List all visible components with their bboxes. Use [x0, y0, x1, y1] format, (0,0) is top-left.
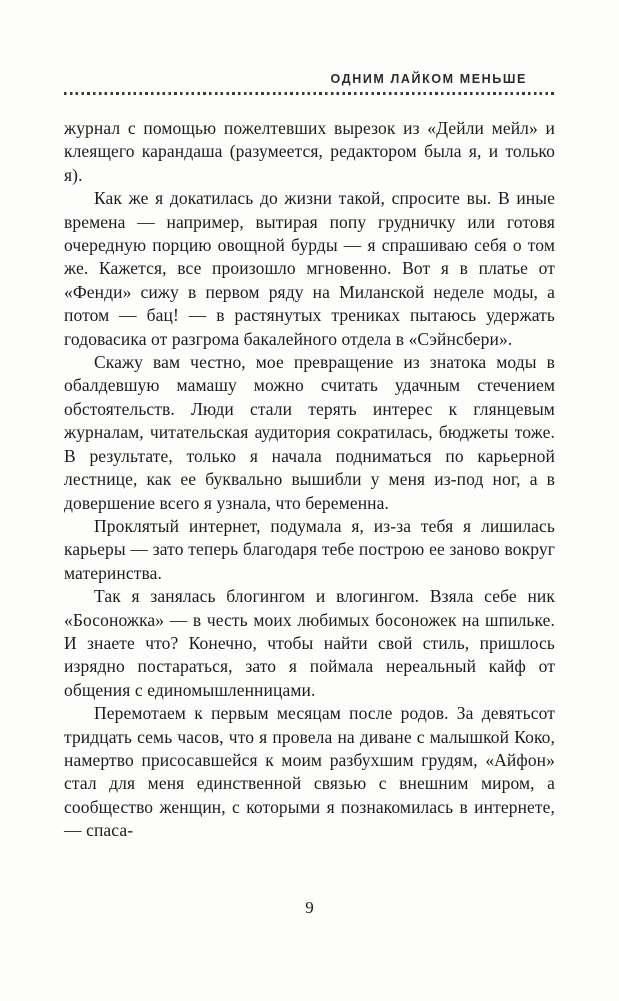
running-head-title: ОДНИМ ЛАЙКОМ МЕНЬШЕ	[330, 72, 527, 86]
body-text	[64, 117, 555, 843]
paragraph: Так я занялась блогингом и влогингом. Взяла себе ник «Босоножка» — в честь моих любимых босоножек на шпильке. И знаете что? Конечно, чтобы найти свой стиль, пришлось изрядно постараться, зато я поймала нереальный кайф от общения с единомышленницами.	[64, 586, 555, 700]
dotted-rule	[64, 92, 555, 95]
paragraph: Скажу вам честно, мое превращение из знатока моды в обалдевшую мамашу можно считать удачным стечением обстоятельств. Люди стали терять интерес к глянцевым журналам, читательская аудитория сократилась, бюджеты тоже. В результате, только я начала подниматься по карьерной лестнице, как ее буквально вышибли у меня из-под ног, а в довершение всего я узнала, что беременна.	[64, 352, 555, 513]
paragraph: Проклятый интернет, подумала я, из-за тебя я лишилась карьеры — зато теперь благодаря тебе построю ее заново вокруг материнства.	[64, 515, 555, 583]
paragraph: Как же я докатилась до жизни такой, спросите вы. В иные времена — например, вытирая попу грудничку или готовя очередную порцию овощной бурды — я спрашиваю себя о том же. Кажется, все произошло мгновенно. Вот я в платье от «Фенди» сижу в первом ряду на Миланской неделе моды, а потом — бац! — в растянутых трениках пытаюсь удержать годовасика от разгрома бакалейного отдела в «Сэйнсбери».	[64, 188, 555, 349]
running-head	[64, 72, 555, 95]
paragraph: журнал с помощью пожелтевших вырезок из «Дейли мейл» и клеящего карандаша (разумеется, редактором была я, и только я).	[64, 118, 555, 185]
page-number: 9	[305, 898, 314, 917]
paragraph: Перемотаем к первым месяцам после родов. За девятьсот тридцать семь часов, что я провела на диване с малышкой Коко, намертво присосавшейся к моим разбухшим грудям, «Айфон» стал для меня единственной связью с внешним миром, а сообщество женщин, с которыми я познакомилась в интернете, — спаса-	[64, 703, 555, 841]
